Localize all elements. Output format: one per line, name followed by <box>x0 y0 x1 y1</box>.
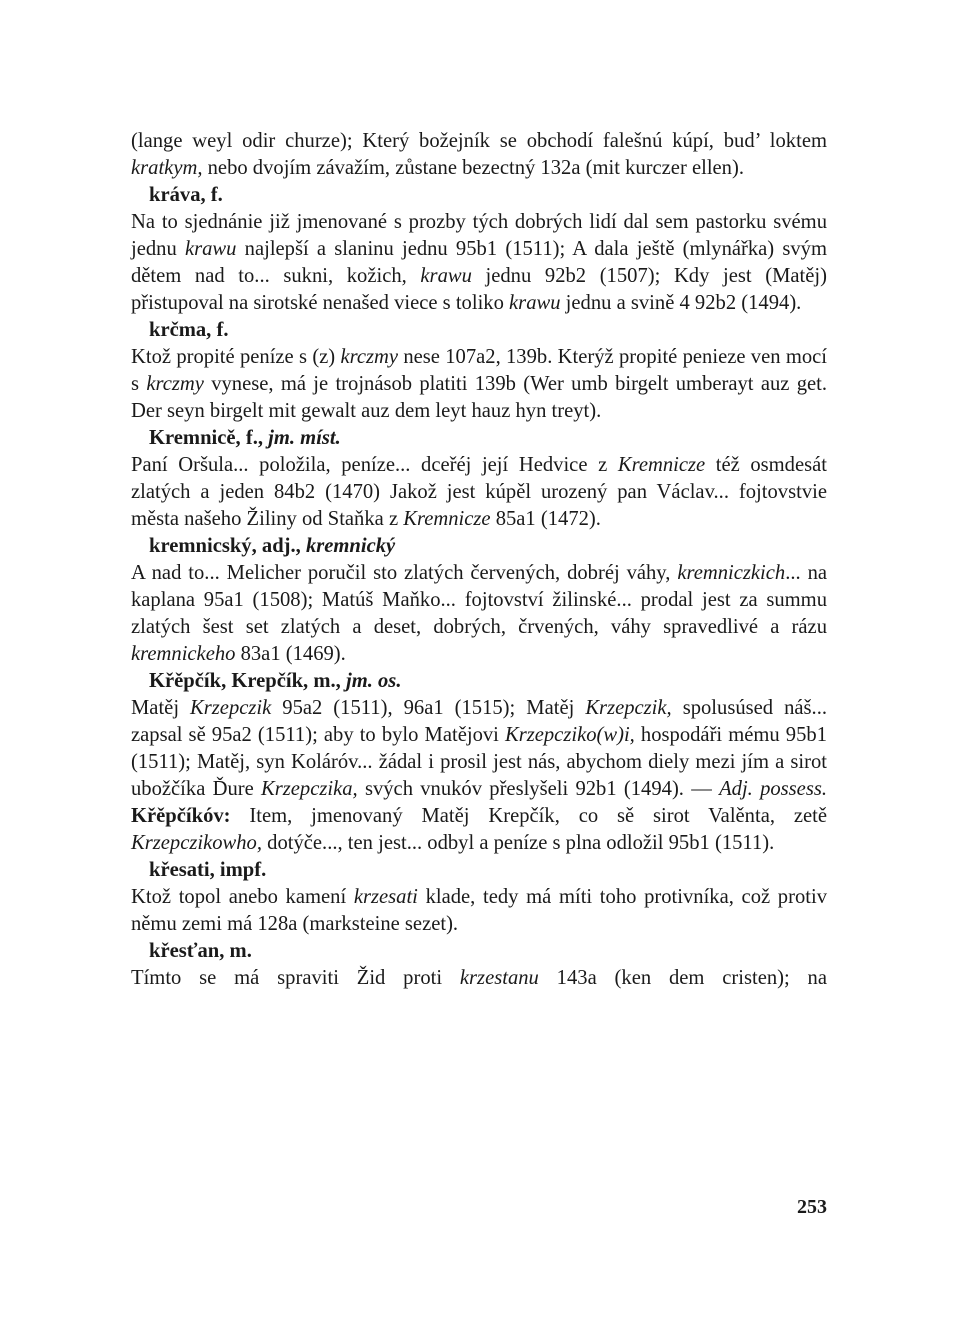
text-run: 143a (ken dem cristen); na <box>538 967 827 989</box>
entry-paragraph <box>131 344 827 425</box>
text-run: Na to sjednánie již jmenované s prozby tých dobrých lidí dal sem pastorku svému jednu <box>131 211 827 260</box>
text-run: adj., <box>256 535 306 557</box>
italic-citation: kremnickeho <box>131 643 236 665</box>
headword-line <box>131 425 827 452</box>
text-run: 85a1 (1472). <box>490 508 601 530</box>
text-run: Tímto se má spraviti Žid proti <box>131 967 460 989</box>
entry-paragraph <box>131 209 827 317</box>
text-run: spolusúsed náš... zapsal sě 95a2 (1511); aby to bylo Matějovi <box>131 697 827 746</box>
text-run: m. <box>224 940 252 962</box>
page-number: 253 <box>797 1196 827 1218</box>
italic-citation: krczmy <box>146 373 204 395</box>
text-run: m., <box>308 670 346 692</box>
entry-paragraph <box>131 695 827 857</box>
italic-citation: kremnický <box>305 535 396 557</box>
text-run: svých vnukóv přeslyšeli 92b1 (1494). — <box>357 778 720 800</box>
italic-citation: Kremnicze <box>617 454 706 476</box>
entry-paragraph <box>131 560 827 668</box>
headword: krčma, f. <box>149 319 229 341</box>
text-run: klade, tedy má míti toho protivníka, což protiv němu zemi má 128a (marksteine sezet). <box>131 886 827 935</box>
headword: Křěpčíkóv: <box>131 805 231 827</box>
entry-paragraph <box>131 965 827 992</box>
italic-citation: krawu <box>184 238 237 260</box>
headword: křesati, <box>149 859 215 881</box>
headword-line <box>131 182 827 209</box>
italic-citation: Adj. possess. <box>719 778 828 800</box>
italic-citation: krawu <box>420 265 472 287</box>
headword: Kremnicě, <box>149 427 241 449</box>
text-run: Matěj <box>131 697 191 719</box>
italic-citation: Krzepcziko(w)i, <box>504 724 635 746</box>
italic-citation: kremniczkich <box>677 562 786 584</box>
text-run: Item, jmenovaný Matěj Krepčík, co sě sirot Valěnta, zetě <box>230 805 827 827</box>
italic-citation: krzesati <box>353 886 418 908</box>
text-run: (lange weyl odir churze); Který božejník se obchodí falešnú kúpí, bud’ loktem <box>131 130 827 152</box>
text-run: jednu a svině 4 92b2 (1494). <box>560 292 802 314</box>
text-run: impf. <box>214 859 267 881</box>
dictionary-text <box>131 128 827 992</box>
italic-citation: krawu <box>509 292 561 314</box>
headword: kráva, f. <box>149 184 223 206</box>
italic-citation: Kremnicze <box>403 508 491 530</box>
italic-citation: Krzepczika, <box>261 778 358 800</box>
text-run: A nad to... Melicher poručil sto zlatých červených, dobréj váhy, <box>131 562 678 584</box>
text-run: dotýče..., ten jest... odbyl a peníze s plna odložil 95b1 (1511). <box>262 832 775 854</box>
headword-line <box>131 857 827 884</box>
text-run: 83a1 (1469). <box>235 643 346 665</box>
headword-line <box>131 533 827 560</box>
italic-citation: jm. míst. <box>268 427 341 449</box>
text-run: Ktož topol anebo kamení <box>131 886 354 908</box>
headword-line <box>131 938 827 965</box>
italic-citation: Krzepczikowho, <box>131 832 262 854</box>
text-run: též osmdesát zlatých a jeden 84b2 (1470) Jakož jest kúpěl urozený pan Václav... fojtovstvie města našeho Žiliny od Staňka z <box>131 454 827 530</box>
text-run: hospodáři mému 95b1 (1511); Matěj, syn Koláróv... žádal i prosil jest nás, abychom diely mezi jím a sirot ubožčíka Ďure <box>131 724 827 800</box>
italic-citation: kratkym, <box>131 157 203 179</box>
text-run: Paní Oršula... položila, peníze... dceřéj její Hedvice z <box>131 454 618 476</box>
text-run: f., <box>240 427 269 449</box>
text-run: nebo dvojím závažím, zůstane bezectný 132a (mit kurczer ellen). <box>202 157 744 179</box>
text-run: Ktož propité peníze s (z) <box>131 346 341 368</box>
headword-line <box>131 317 827 344</box>
italic-citation: jm. os. <box>345 670 402 692</box>
text-run: 95a2 (1511), 96a1 (1515); Matěj <box>271 697 586 719</box>
text-run: jednu 92b2 (1507); Kdy jest (Matěj) přistupoval na sirotské nenašed viece s toliko <box>131 265 827 314</box>
headword: Křěpčík, Krepčík, <box>149 670 309 692</box>
italic-citation: Krzepczik <box>190 697 272 719</box>
italic-citation: krzestanu <box>459 967 539 989</box>
headword: kremnicský, <box>149 535 257 557</box>
text-run: najlepší a slaninu jednu 95b1 (1511); A dala ještě (mlynářka) svým dětem nad to... sukni, kožich, <box>131 238 827 287</box>
text-run: nese 107a2, 139b. Kterýž propité penieze ven mocí s <box>131 346 828 395</box>
italic-citation: krczmy <box>340 346 399 368</box>
entry-paragraph <box>131 884 827 938</box>
italic-citation: Krzepczik, <box>585 697 672 719</box>
text-run: ... na kaplana 95a1 (1508); Matúš Maňko... fojtovství žilinské... prodal jest za summu zlatých šest set zlatých a deset, dobrých, črvených, váhy spravedlivé a rázu <box>131 562 828 638</box>
headword-line <box>131 668 827 695</box>
entry-paragraph <box>131 452 827 533</box>
text-run: vynese, má je trojnásob platiti 139b (Wer umb birgelt umberayt auz get. Der seyn birgelt mit gewalt auz dem leyt hauz hyn treyt). <box>131 373 828 422</box>
headword: křesťan, <box>149 940 225 962</box>
entry-paragraph <box>131 128 827 182</box>
